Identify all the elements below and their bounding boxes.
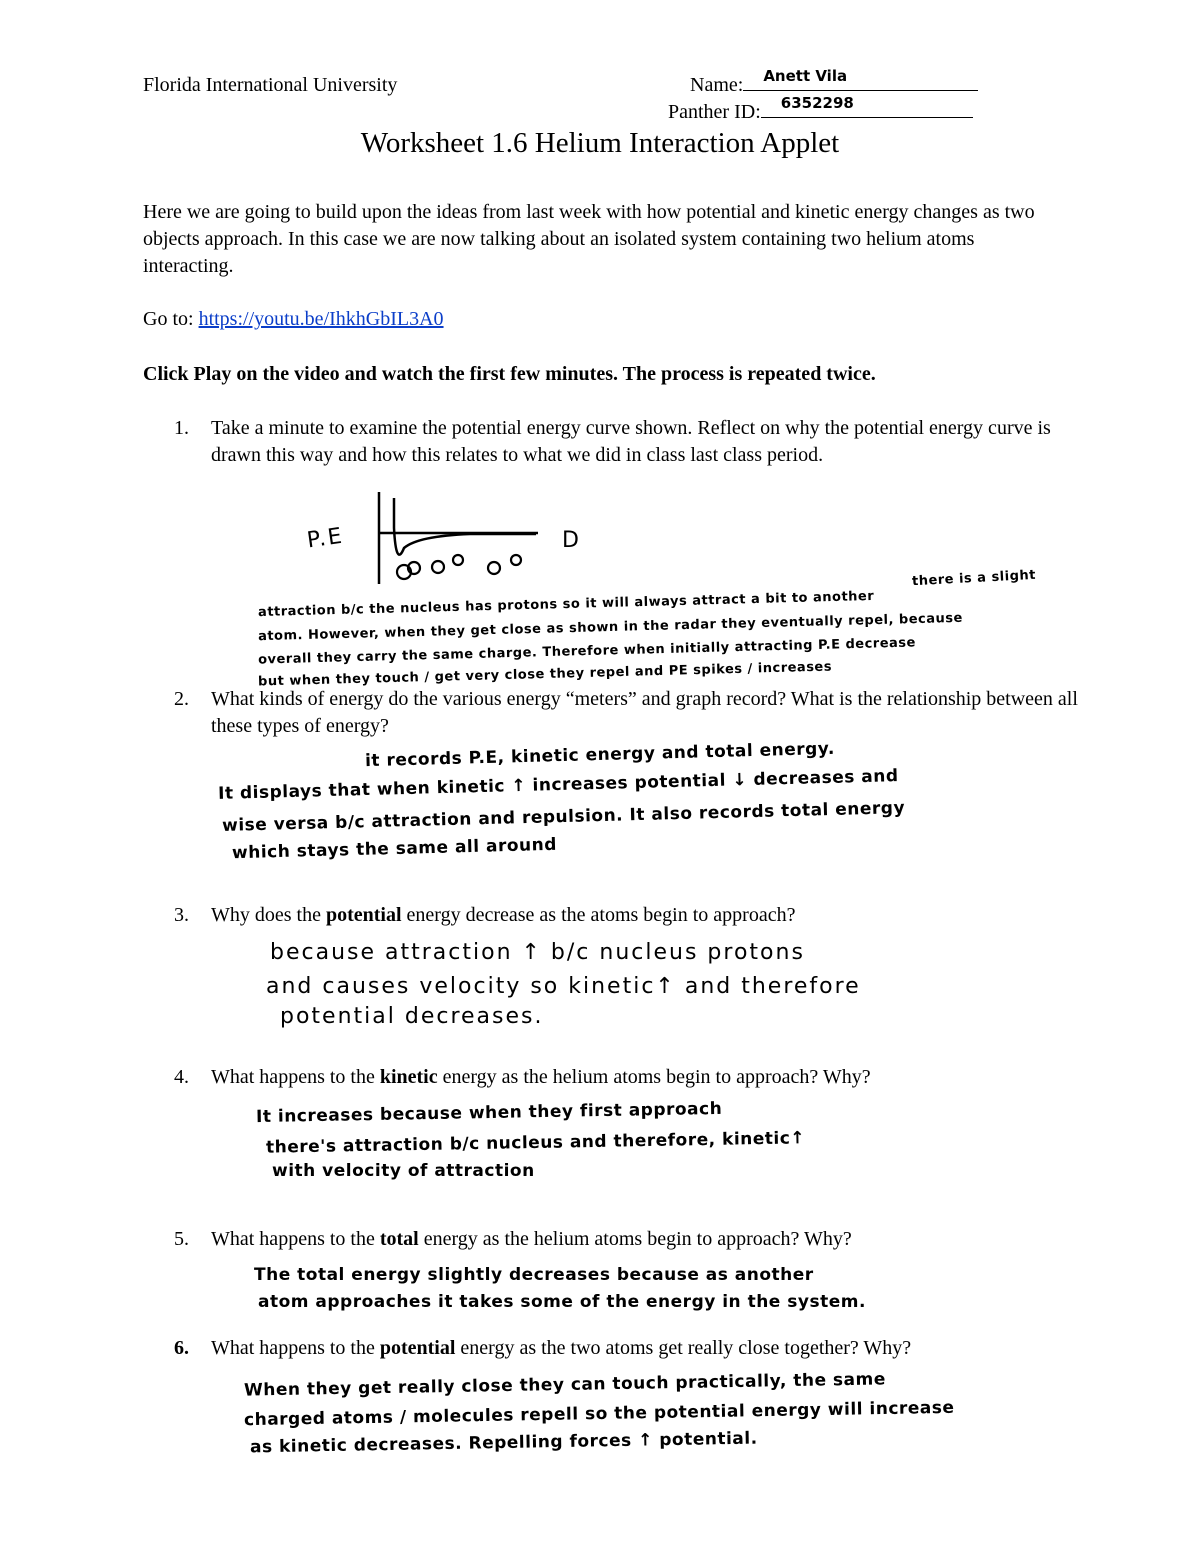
q3-text [211,902,1081,929]
panther-id-field [668,94,973,126]
panther-id-line [761,94,973,118]
name-label: Name: [690,74,744,96]
panther-id-value: 6352298 [780,94,854,112]
q1-text: Take a minute to examine the potential energy curve shown. Reflect on why the potential energy curve is drawn this way and how this relates to what we did in class last class period. [211,417,1051,466]
potential-energy-sketch [370,488,550,588]
sketch-atom [511,555,521,565]
goto-line [143,306,444,333]
panther-id-label: Panther ID: [668,101,761,123]
q3-text-post: energy decrease as the atoms begin to approach? [401,904,796,926]
q5-text-bold: total [379,1228,419,1250]
q1-answer-line-3: atom. However, when they get close as shown in the radar they eventually repel, because [257,610,964,645]
video-link[interactable]: https://youtu.be/IhkhGbIL3A0 [198,308,444,330]
q6-answer-line-2: charged atoms / molecules repell so the potential energy will increase [243,1397,955,1431]
q6-answer-line-3: as kinetic decreases. Repelling forces ↑ potential. [249,1428,758,1458]
q3-answer-line-3: potential decreases. [280,1004,544,1029]
q6-answer-line-1: When they get really close they can touch practically, the same [243,1369,886,1401]
q6-number: 6. [174,1337,189,1359]
q3-text-pre: Why does the [211,904,326,926]
q4-answer-line-3: with velocity of attraction [272,1161,535,1181]
instruction: Click Play on the video and watch the first few minutes. The process is repeated twice. [143,363,876,385]
pe-axis-label: P.E [305,523,346,554]
worksheet-title: Worksheet 1.6 Helium Interaction Applet [360,127,840,159]
q5-text [211,1226,1081,1253]
q6-text [211,1335,1081,1362]
q5-text-pre: What happens to the [211,1228,380,1250]
q4-number: 4. [174,1066,189,1088]
d-axis-label: D [562,528,581,553]
q6-text-post: energy as the two atoms get really close together? Why? [455,1337,912,1359]
q5-answer-line-1: The total energy slightly decreases because as another [254,1265,814,1285]
q3-text-bold: potential [325,904,402,926]
q1-answer-line-5: but when they touch / get very close they repel and PE spikes / increases [257,659,833,690]
q2-answer-line-4: which stays the same all around [231,834,558,864]
q1-number: 1. [174,417,189,439]
q2-answer-line-2: It displays that when kinetic ↑ increases potential ↓ decreases and [217,766,899,804]
q4-text-pre: What happens to the [211,1066,380,1088]
q1-answer-line-4: overall they carry the same charge. Therefore when initially attracting P.E decrease [257,635,917,668]
q5-answer-line-2: atom approaches it takes some of the energy in the system. [258,1292,866,1312]
goto-label: Go to: [143,308,199,330]
q1-answer-line-1: there is a slight [911,567,1037,590]
sketch-atom [488,562,500,574]
q4-answer-line-2: there's attraction b/c nucleus and therefore, kinetic↑ [265,1128,806,1158]
sketch-atom [432,561,444,573]
q3-answer-line-1: because attraction ↑ b/c nucleus protons [270,940,805,965]
name-line [743,67,978,91]
q5-number: 5. [174,1228,189,1250]
q2-answer-line-3: wise versa b/c attraction and repulsion. It also records total energy [221,798,906,836]
intro-paragraph: Here we are going to build upon the ideas from last week with how potential and kinetic energy changes as two objects approach. In this case we are now talking about an isolated system containing two helium atoms interacting. [143,201,1035,277]
sketch-pe-curve [394,498,536,555]
q6-text-pre: What happens to the [211,1337,380,1359]
q2-number: 2. [174,688,189,710]
q2-answer-line-1: it records P.E, kinetic energy and total energy. [364,738,836,772]
q4-text-bold: kinetic [379,1066,438,1088]
q6-text-bold: potential [379,1337,456,1359]
q2-text: What kinds of energy do the various energy “meters” and graph record? What is the relationship between all these types of energy? [211,688,1078,737]
q3-answer-line-2: and causes velocity so kinetic↑ and therefore [266,974,861,999]
q1-answer-line-2: attraction b/c the nucleus has protons so it will always attract a bit to another [257,588,875,621]
q4-text [211,1064,1081,1091]
name-value: Anett Vila [763,67,848,85]
sketch-atom [453,555,463,565]
q4-text-post: energy as the helium atoms begin to approach? Why? [437,1066,871,1088]
q4-answer-line-1: It increases because when they first approach [255,1098,723,1128]
q5-text-post: energy as the helium atoms begin to approach? Why? [418,1228,852,1250]
q3-number: 3. [174,904,189,926]
institution-name: Florida International University [143,74,398,96]
